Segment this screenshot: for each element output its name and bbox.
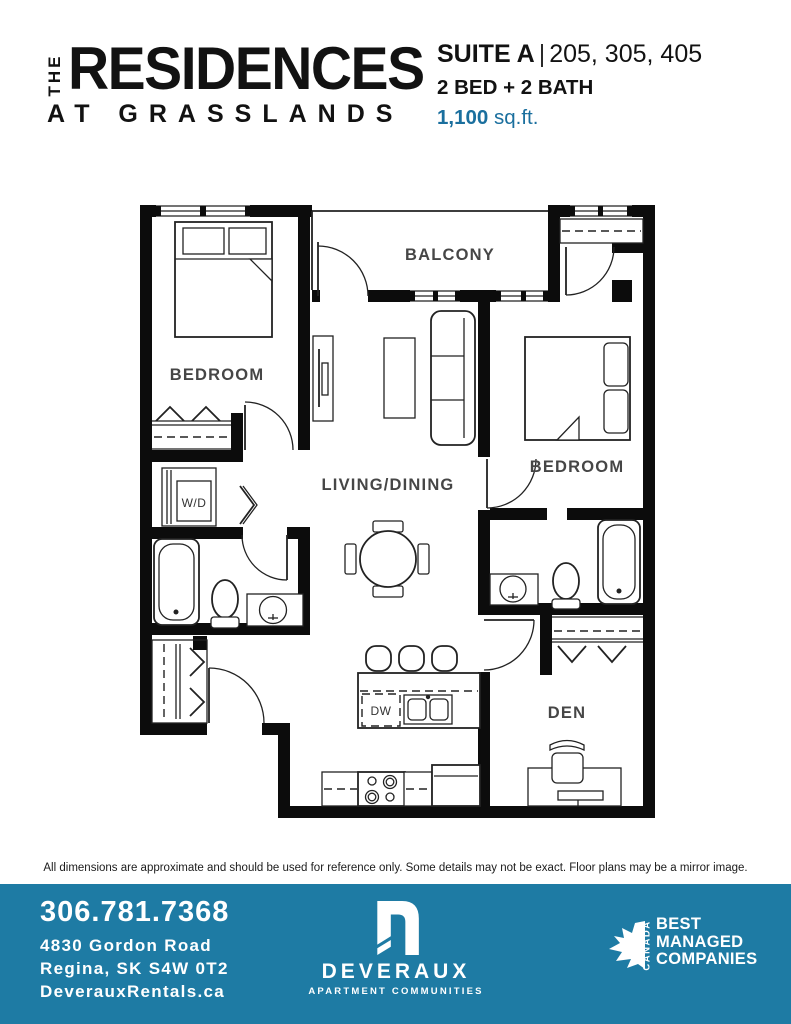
best-managed-badge — [600, 914, 785, 994]
bed-bath-config: 2 BED + 2 BATH — [437, 76, 594, 99]
den-chair — [550, 741, 584, 751]
badge-country: CANADA — [641, 920, 653, 971]
sofa — [431, 311, 475, 445]
page-subtitle: AT GRASSLANDS — [47, 100, 404, 128]
bathroom-right — [490, 520, 640, 609]
area-unit: sq.ft. — [494, 106, 539, 129]
window-balcony-1 — [410, 289, 460, 303]
brand-name: DEVERAUX — [321, 960, 471, 983]
washer-dryer-label: W/D — [181, 496, 207, 510]
stool — [432, 646, 457, 671]
page-title: RESIDENCES — [68, 35, 424, 103]
stool — [399, 646, 424, 671]
tv-unit — [313, 336, 333, 421]
stool — [366, 646, 391, 671]
door-entry — [209, 668, 264, 723]
bathroom-left — [154, 539, 303, 628]
door-den — [484, 620, 534, 670]
toilet-left — [212, 580, 238, 618]
badge-line-1: BEST — [656, 915, 702, 933]
suite-separator: | — [538, 40, 546, 68]
washer-dryer — [162, 468, 257, 526]
entry-closet — [152, 640, 207, 723]
area-value: 1,100 — [437, 106, 489, 129]
disclaimer-text: All dimensions are approximate and should be used for reference only. Some details may not be exact. Floor plans may be a mirror image. — [43, 862, 748, 874]
window-top-right — [570, 204, 632, 218]
brand-block — [300, 884, 492, 1024]
badge-line-3: COMPANIES — [656, 950, 758, 968]
kitchen-island — [358, 646, 480, 728]
door-bathroom-left — [242, 535, 287, 580]
window-balcony-2 — [496, 289, 548, 303]
toilet-right — [553, 563, 579, 599]
phone-number: 306.781.7368 — [40, 896, 230, 928]
label-balcony: BALCONY — [405, 246, 495, 264]
kitchen-counter — [322, 765, 480, 806]
dining-set — [345, 521, 429, 597]
door-bedroom-right — [487, 459, 536, 508]
suite-label: SUITE A — [437, 40, 535, 68]
logo-the-vertical: THE — [45, 53, 64, 97]
brand-tagline: APARTMENT COMMUNITIES — [308, 986, 484, 997]
website-url: DeverauxRentals.ca — [40, 982, 225, 1001]
bed-right — [525, 337, 630, 440]
address-line-1: 4830 Gordon Road — [40, 936, 212, 955]
footer — [0, 884, 791, 1024]
fridge — [432, 765, 480, 806]
den-closet — [552, 617, 643, 662]
address-block — [40, 934, 229, 1003]
door-balcony — [318, 242, 368, 296]
badge-line-2: MANAGED — [656, 932, 744, 951]
address-line-2: Regina, SK S4W 0T2 — [40, 959, 229, 978]
bed-left — [175, 222, 272, 337]
deveraux-logo-icon — [373, 901, 419, 955]
den-desk — [528, 741, 621, 807]
badge-text — [656, 916, 757, 969]
closet-bedroom-left — [152, 407, 231, 449]
suite-numbers: 205, 305, 405 — [549, 40, 703, 68]
label-bedroom-left: BEDROOM — [169, 366, 265, 384]
dining-table — [360, 531, 416, 587]
label-living-dining: LIVING/DINING — [321, 476, 455, 494]
label-bedroom-right: BEDROOM — [529, 458, 625, 476]
stove — [358, 772, 405, 806]
window-bedroom-left — [156, 204, 250, 218]
dishwasher-label: DW — [370, 704, 392, 718]
door-bedroom-left — [245, 402, 293, 450]
label-den: DEN — [547, 704, 587, 722]
coffee-table — [384, 338, 415, 418]
